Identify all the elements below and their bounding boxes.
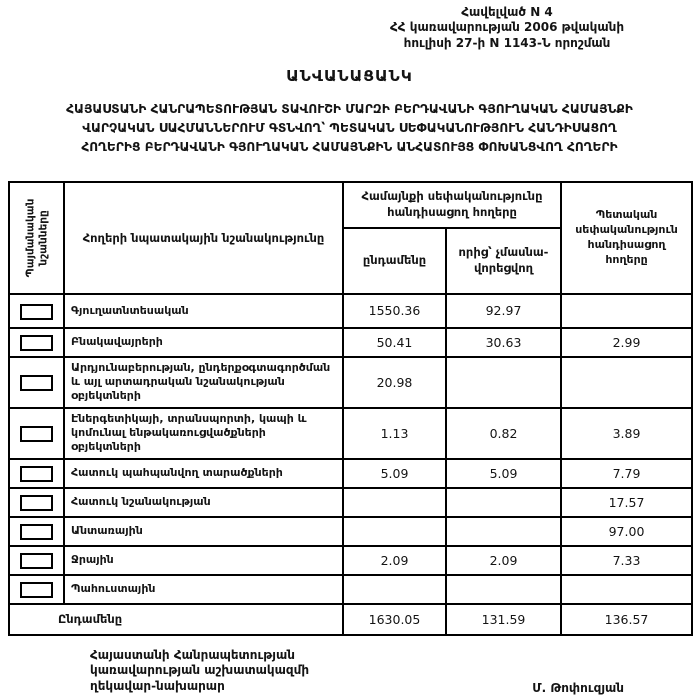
subtitle-line: ՀՈՂԵՐԻՑ ԲԵՐԴԱՎԱՆԻ ԳՅՈՒՂԱԿԱՆ ՀԱՄԱՅՆՔԻՆ ԱՆՀԱՏՈՒՅՑ ՓՈԽԱՆՑՎՈՂ ՀՈՂԵՐԻ	[81, 139, 618, 154]
cell-non-privatized: 5.09	[446, 459, 561, 488]
column-header-state-lands: Պետական սեփականություն հանդիսացող հողերը	[561, 182, 692, 294]
column-header-community-total: ընդամենը	[343, 228, 446, 294]
cell-non-privatized: 92.97	[446, 294, 561, 328]
subtitle-line: ՎԱՐՉԱԿԱՆ ՍԱՀՄԱՆՆԵՐՈՒՄ ԳՏՆՎՈՂ՝ ՊԵՏԱԿԱՆ ՍԵՓԱԿԱՆՈՒԹՅՈՒՆ ՀԱՆԴԻՍԱՑՈՂ	[82, 120, 617, 135]
row-label: Հատուկ նշանակության	[64, 488, 343, 517]
symbol-cell	[9, 575, 64, 604]
annex-line: հուլիսի 27-ի N 1143-Ն որոշման	[403, 35, 611, 50]
cell-community-total: 1.13	[343, 408, 446, 459]
cell-state: 7.79	[561, 459, 692, 488]
signature-block	[90, 648, 624, 695]
cell-non-privatized	[446, 575, 561, 604]
annex-line: Հավելված N 4	[461, 5, 553, 19]
legend-checkbox	[20, 466, 53, 482]
cell-state: 2.99	[561, 328, 692, 357]
cell-state	[561, 575, 692, 604]
cell-non-privatized	[446, 517, 561, 546]
legend-checkbox	[20, 495, 53, 511]
symbol-cell	[9, 517, 64, 546]
symbol-cell	[9, 328, 64, 357]
legend-checkbox	[20, 335, 53, 351]
row-label: Արդյունաբերության, ընդերքօգտագործման և այլ արտադրական նշանակության օբյեկտների	[64, 357, 343, 408]
document-subtitle	[0, 100, 699, 157]
annex-line: ՀՀ կառավարության 2006 թվականի	[389, 20, 625, 35]
column-header-symbols	[9, 182, 64, 294]
total-row-label: Ընդամենը	[9, 604, 343, 635]
table-row-energy-transport	[9, 408, 692, 459]
cell-non-privatized: 30.63	[446, 328, 561, 357]
cell-state: 97.00	[561, 517, 692, 546]
legend-checkbox	[20, 553, 53, 569]
signature-name: Մ. Թոփուզյան	[532, 681, 624, 695]
table-row-industrial	[9, 357, 692, 408]
cell-non-privatized	[446, 488, 561, 517]
cell-state: 3.89	[561, 408, 692, 459]
legend-checkbox	[20, 524, 53, 540]
symbol-cell	[9, 459, 64, 488]
legend-checkbox	[20, 375, 53, 391]
cell-community-total	[343, 488, 446, 517]
table-row-forest	[9, 517, 692, 546]
table-row-water	[9, 546, 692, 575]
row-label: Հատուկ պահպանվող տարածքների	[64, 459, 343, 488]
column-header-non-privatized: որից՝ չմասնա-վորեցվող	[446, 228, 561, 294]
cell-community-total: 1550.36	[343, 294, 446, 328]
row-label: Ջրային	[64, 546, 343, 575]
row-label: Էներգետիկայի, տրանսպորտի, կապի և կոմունալ ենթակառուցվածքների օբյեկտների	[64, 408, 343, 459]
total-community-total: 1630.05	[343, 604, 446, 635]
table-row-reserve	[9, 575, 692, 604]
row-label: Գյուղատնտեսական	[64, 294, 343, 328]
cell-state	[561, 357, 692, 408]
cell-community-total: 50.41	[343, 328, 446, 357]
symbol-cell	[9, 546, 64, 575]
row-label: Բնակավայրերի	[64, 328, 343, 357]
total-state: 136.57	[561, 604, 692, 635]
signatory-title-line: ղեկավար-նախարար	[90, 679, 225, 694]
subtitle-line: ՀԱՅԱՍՏԱՆԻ ՀԱՆՐԱՊԵՏՈՒԹՅԱՆ ՏԱՎՈՒՇԻ ՄԱՐԶԻ ԲԵՐԴԱՎԱՆԻ ԳՅՈՒՂԱԿԱՆ ՀԱՄԱՅՆՔԻ	[66, 102, 633, 117]
cell-state	[561, 294, 692, 328]
cell-non-privatized	[446, 357, 561, 408]
column-header-symbols-label: Պայմանական նշանները	[23, 198, 49, 278]
table-row-protected-areas	[9, 459, 692, 488]
scanned-government-document	[0, 5, 699, 695]
symbol-cell	[9, 408, 64, 459]
table-row-residential	[9, 328, 692, 357]
cell-community-total: 2.09	[343, 546, 446, 575]
signatory-title	[90, 648, 309, 695]
annex-reference	[321, 5, 693, 51]
cell-community-total	[343, 575, 446, 604]
page-title: ԱՆՎԱՆԱՑԱՆԿ	[286, 67, 413, 86]
table-row-special-purpose	[9, 488, 692, 517]
legend-checkbox	[20, 582, 53, 598]
cell-non-privatized: 0.82	[446, 408, 561, 459]
signatory-title-line: կառավարության աշխատակազմի	[90, 663, 310, 678]
symbol-cell	[9, 294, 64, 328]
row-label: Անտառային	[64, 517, 343, 546]
cell-community-total: 20.98	[343, 357, 446, 408]
cell-community-total: 5.09	[343, 459, 446, 488]
cell-non-privatized: 2.09	[446, 546, 561, 575]
cell-community-total	[343, 517, 446, 546]
legend-checkbox	[20, 304, 53, 320]
total-non-privatized: 131.59	[446, 604, 561, 635]
legend-checkbox	[20, 426, 53, 442]
row-label: Պահուստային	[64, 575, 343, 604]
table-row-agricultural	[9, 294, 692, 328]
symbol-cell	[9, 357, 64, 408]
cell-state: 7.33	[561, 546, 692, 575]
signatory-title-line: Հայաստանի Հանրապետության	[90, 647, 295, 662]
land-allocation-table	[8, 181, 693, 636]
symbol-cell	[9, 488, 64, 517]
table-total-row	[9, 604, 692, 635]
column-header-purpose: Հողերի նպատակային նշանակությունը	[64, 182, 343, 294]
cell-state: 17.57	[561, 488, 692, 517]
column-group-header-community-lands: Համայնքի սեփականությունը հանդիսացող հողերը	[343, 182, 561, 228]
